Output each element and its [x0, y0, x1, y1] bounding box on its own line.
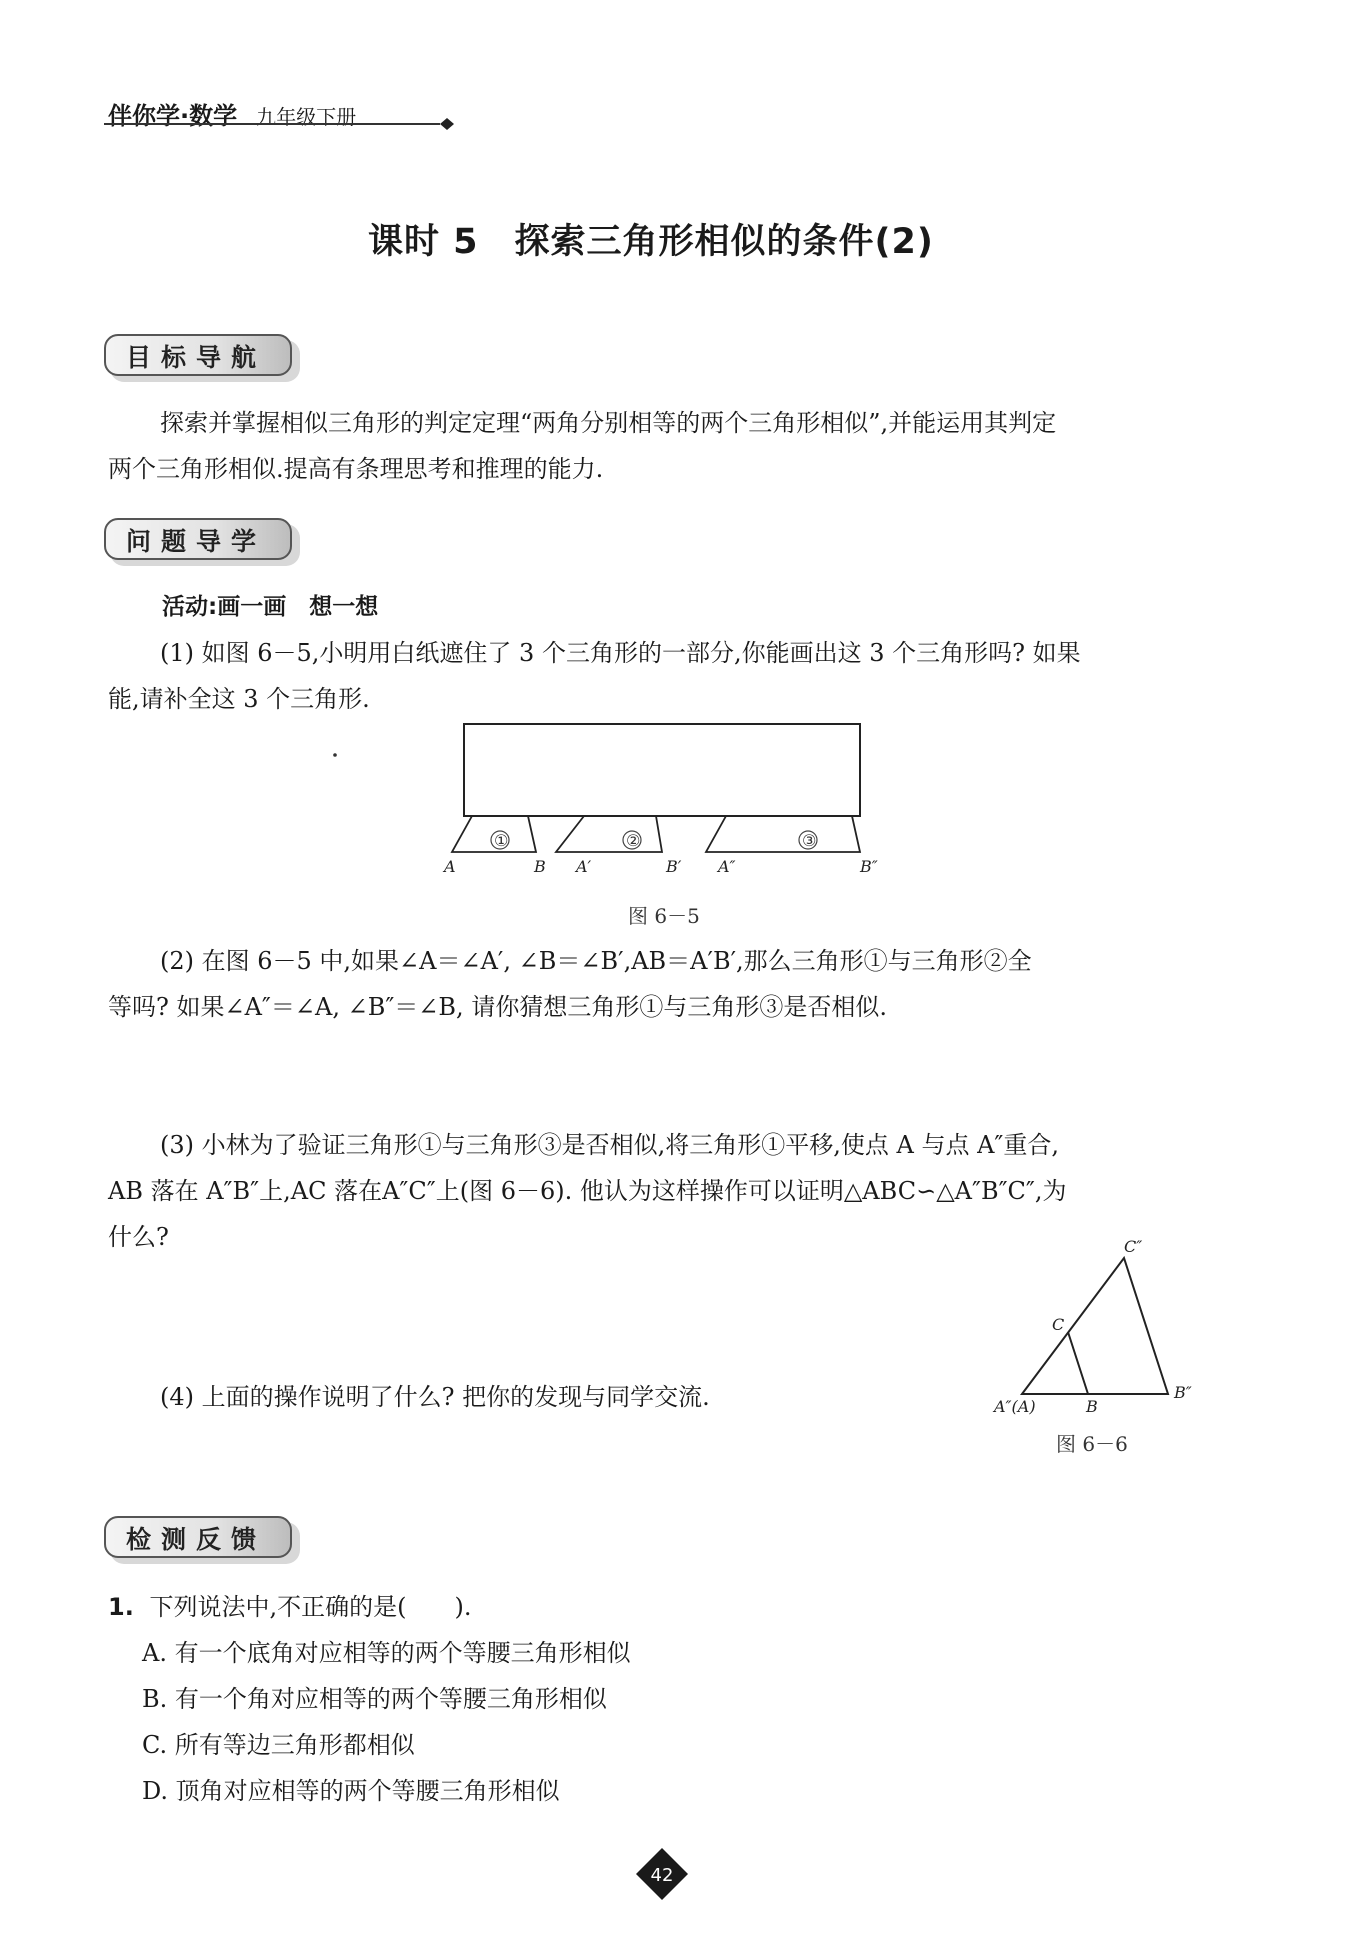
exercise-number: 1.: [108, 1593, 134, 1621]
marker-3: ③: [802, 831, 817, 850]
section-guide: [104, 518, 304, 564]
q3-line-2: AB 落在 A″B″上,AC 落在A″C″上(图 6－6). 他认为这样操作可以证明△ABC∽△A″B″C″,为: [108, 1177, 1067, 1205]
page-number-badge: [634, 1846, 690, 1902]
q2-line-1: (2) 在图 6－5 中,如果∠A＝∠A′, ∠B＝∠B′,AB＝A′B′,那么三角形①与三角形②全: [160, 947, 1032, 975]
option-b: B. 有一个角对应相等的两个等腰三角形相似: [142, 1685, 607, 1713]
q2-line-2: 等吗? 如果∠A″＝∠A, ∠B″＝∠B, 请你猜想三角形①与三角形③是否相似.: [108, 993, 887, 1021]
option-a: A. 有一个底角对应相等的两个等腰三角形相似: [142, 1639, 631, 1667]
section-guide-label: 问题导学: [126, 527, 267, 556]
q1-line-1: (1) 如图 6－5,小明用白纸遮住了 3 个三角形的一部分,你能画出这 3 个三角形吗? 如果: [160, 639, 1081, 667]
section-check-label: 检测反馈: [126, 1525, 267, 1554]
section-goals-label: 目标导航: [126, 343, 267, 372]
option-d: D. 顶角对应相等的两个等腰三角形相似: [142, 1777, 560, 1805]
header-rule: [104, 116, 454, 130]
option-c: C. 所有等边三角形都相似: [142, 1731, 415, 1759]
section-goals: [104, 334, 304, 380]
paper-cover-rect: [464, 724, 860, 816]
figure-6-5-caption: 图 6－5: [628, 904, 700, 928]
marker-1: ①: [494, 831, 509, 850]
label-C-dprime: C″: [1124, 1237, 1143, 1256]
label-B: B: [534, 857, 546, 876]
q4-line: (4) 上面的操作说明了什么? 把你的发现与同学交流.: [160, 1383, 710, 1411]
q3-line-1: (3) 小林为了验证三角形①与三角形③是否相似,将三角形①平移,使点 A 与点 A″重合,: [160, 1131, 1060, 1159]
exercise-stem: 下列说法中,不正确的是( ).: [149, 1593, 472, 1621]
figure-6-5: [320, 720, 920, 890]
label-B-dprime-66: B″: [1174, 1383, 1192, 1402]
grade-label: 九年级下册: [256, 105, 357, 129]
label-A: A: [444, 857, 456, 876]
section-check: [104, 1516, 304, 1562]
lesson-title: 课时 5 探索三角形相似的条件(2): [368, 222, 934, 262]
label-A-dprime: A″: [718, 857, 736, 876]
goals-line-1: 探索并掌握相似三角形的判定定理“两角分别相等的两个三角形相似”,并能运用其判定: [160, 409, 1057, 437]
figure-6-6-caption: 图 6－6: [1056, 1432, 1128, 1456]
goals-line-2: 两个三角形相似.提高有条理思考和推理的能力.: [108, 455, 604, 483]
label-C: C: [1052, 1315, 1065, 1334]
q1-line-2: 能,请补全这 3 个三角形.: [108, 685, 370, 713]
marker-2: ②: [626, 831, 641, 850]
page-number: 42: [650, 1865, 674, 1886]
figure-6-6: [990, 1230, 1210, 1420]
label-A-prime: A′: [576, 857, 592, 876]
exercise-1-stem: [108, 1584, 471, 1630]
activity-title: 活动:画一画 想一想: [162, 594, 379, 620]
label-B-dprime: B″: [860, 857, 878, 876]
label-B-prime: B′: [666, 857, 682, 876]
book-name: 伴你学·数学: [108, 102, 238, 130]
q3-line-3: 什么?: [108, 1223, 169, 1251]
label-A-dprime-A: A″(A): [994, 1397, 1036, 1416]
label-B-66: B: [1086, 1397, 1098, 1416]
